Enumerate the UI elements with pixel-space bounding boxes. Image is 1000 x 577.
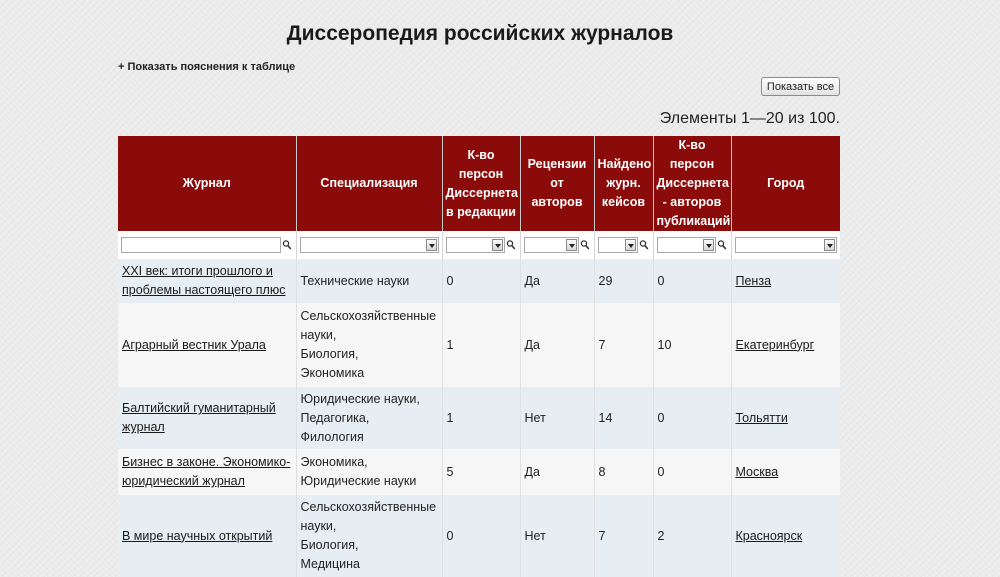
specialization-cell: [296, 449, 442, 495]
persons-editorial-value: 1: [446, 337, 454, 352]
column-header-reviews[interactable]: Рецензии от авторов: [520, 136, 594, 231]
cases-filter-select[interactable]: [598, 237, 638, 253]
persons-editorial-value: 0: [446, 273, 454, 288]
chevron-down-icon[interactable]: [426, 239, 437, 251]
reviews-value: Да: [524, 273, 540, 288]
search-icon[interactable]: [580, 239, 590, 251]
table-row: [118, 303, 840, 387]
column-header-specialization[interactable]: Специализация: [296, 136, 442, 231]
journal-link[interactable]: Бизнес в законе. Экономико-юридический журнал: [122, 455, 291, 488]
cases-value: 7: [598, 528, 606, 543]
column-header-persons-editorial[interactable]: К-во персон Диссернета в редакции: [442, 136, 520, 231]
chevron-down-icon[interactable]: [824, 239, 835, 251]
journal-cell: [118, 449, 296, 495]
search-icon[interactable]: [506, 239, 516, 251]
specialization-item: Биология,: [300, 347, 359, 361]
chevron-down-icon[interactable]: [703, 239, 714, 251]
specialization-item: Экономика: [300, 366, 365, 380]
journal-link[interactable]: В мире научных открытий: [122, 528, 273, 543]
persons-editorial-cell: [442, 303, 520, 387]
reviews-cell: [520, 387, 594, 449]
persons-authors-filter-select[interactable]: [657, 237, 716, 253]
specialization-cell: [296, 495, 442, 577]
column-header-cases[interactable]: Найдено журн. кейсов: [594, 136, 653, 231]
persons-editorial-value: 5: [446, 464, 454, 479]
city-link[interactable]: Красноярск: [735, 528, 803, 543]
city-cell: [731, 387, 840, 449]
show-all-button[interactable]: Показать все: [761, 77, 840, 96]
specialization-item: Юридические науки: [300, 474, 417, 488]
city-link[interactable]: Тольятти: [735, 410, 788, 425]
cases-value: 7: [598, 337, 606, 352]
toggle-notes-link[interactable]: + Показать пояснения к таблице: [118, 61, 296, 73]
filter-row: [118, 231, 840, 259]
cases-value: 14: [598, 410, 613, 425]
journal-link[interactable]: XXI век: итоги прошлого и проблемы настоящего плюс: [122, 264, 286, 297]
cases-cell: [594, 387, 653, 449]
persons-authors-value: 0: [657, 410, 665, 425]
journal-filter-input[interactable]: [121, 237, 281, 253]
journal-cell: [118, 495, 296, 577]
cases-cell: [594, 449, 653, 495]
journal-link[interactable]: Балтийский гуманитарный журнал: [122, 401, 276, 434]
journal-cell: [118, 303, 296, 387]
chevron-down-icon[interactable]: [625, 239, 636, 251]
table-row: [118, 387, 840, 449]
reviews-cell: [520, 259, 594, 303]
city-filter-select[interactable]: [735, 237, 838, 253]
persons-editorial-cell: [442, 259, 520, 303]
reviews-value: Нет: [524, 410, 546, 425]
specialization-cell: [296, 303, 442, 387]
cases-value: 29: [598, 273, 613, 288]
persons-authors-cell: [653, 495, 731, 577]
reviews-cell: [520, 303, 594, 387]
table-header-row: [118, 136, 840, 231]
specialization-item: Юридические науки,: [300, 391, 420, 406]
persons-authors-value: 10: [657, 337, 672, 352]
journals-table: [118, 136, 840, 577]
table-row: [118, 449, 840, 495]
persons-editorial-value: 1: [446, 410, 454, 425]
city-cell: [731, 495, 840, 577]
persons-authors-cell: [653, 303, 731, 387]
persons-editorial-value: 0: [446, 528, 454, 543]
column-header-persons-authors[interactable]: К-во персон Диссернета - авторов публикаций: [653, 136, 731, 231]
persons-editorial-cell: [442, 495, 520, 577]
city-link[interactable]: Москва: [735, 464, 779, 479]
persons-authors-value: 0: [657, 464, 665, 479]
journal-link[interactable]: Аграрный вестник Урала: [122, 337, 266, 352]
items-counter: Элементы 1—20 из 100.: [659, 110, 840, 127]
column-header-city[interactable]: Город: [731, 136, 840, 231]
cases-cell: [594, 259, 653, 303]
specialization-item: Сельскохозяйственные науки,: [300, 309, 437, 342]
specialization-cell: [296, 259, 442, 303]
reviews-value: Да: [524, 464, 540, 479]
table-row: [118, 495, 840, 577]
reviews-value: Нет: [524, 528, 546, 543]
persons-editorial-cell: [442, 387, 520, 449]
chevron-down-icon[interactable]: [492, 239, 503, 251]
city-cell: [731, 303, 840, 387]
reviews-cell: [520, 449, 594, 495]
persons-authors-cell: [653, 387, 731, 449]
cases-value: 8: [598, 464, 606, 479]
specialization-cell: [296, 387, 442, 449]
journals-table-container: [118, 136, 840, 577]
reviews-cell: [520, 495, 594, 577]
persons-editorial-cell: [442, 449, 520, 495]
persons-authors-value: 2: [657, 528, 665, 543]
city-cell: [731, 259, 840, 303]
cases-cell: [594, 303, 653, 387]
journal-cell: [118, 387, 296, 449]
search-icon[interactable]: [639, 239, 649, 251]
specialization-item: Педагогика,: [300, 410, 370, 425]
specialization-item: Сельскохозяйственные науки,: [300, 500, 437, 533]
persons-editorial-filter-select[interactable]: [446, 237, 505, 253]
specialization-item: Медицина: [300, 557, 361, 571]
city-cell: [731, 449, 840, 495]
city-link[interactable]: Екатеринбург: [735, 337, 815, 352]
table-row: [118, 259, 840, 303]
specialization-filter-select[interactable]: [300, 237, 439, 253]
persons-authors-cell: [653, 449, 731, 495]
reviews-filter-select[interactable]: [524, 237, 579, 253]
page-title: Диссеропедия российских журналов: [286, 22, 674, 45]
specialization-item: Технические науки: [300, 273, 410, 288]
specialization-item: Филология: [300, 429, 364, 444]
search-icon[interactable]: [717, 239, 727, 251]
specialization-item: Экономика,: [300, 455, 368, 469]
city-link[interactable]: Пенза: [735, 273, 772, 288]
reviews-value: Да: [524, 337, 540, 352]
column-header-journal[interactable]: Журнал: [118, 136, 296, 231]
search-icon[interactable]: [282, 239, 292, 251]
persons-authors-cell: [653, 259, 731, 303]
persons-authors-value: 0: [657, 273, 665, 288]
journal-cell: [118, 259, 296, 303]
chevron-down-icon[interactable]: [566, 239, 577, 251]
cases-cell: [594, 495, 653, 577]
specialization-item: Биология,: [300, 538, 359, 552]
